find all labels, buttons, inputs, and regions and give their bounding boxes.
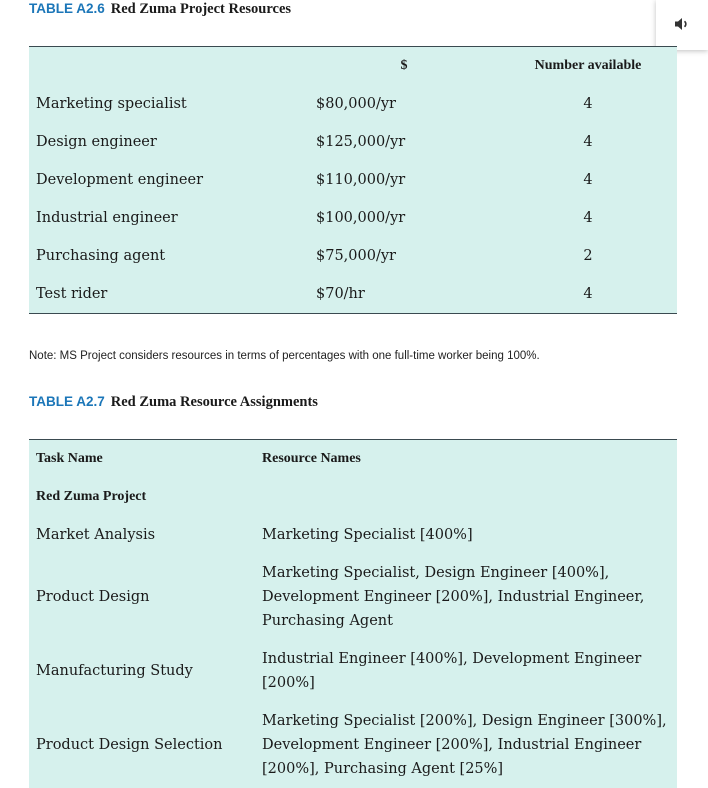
table-row xyxy=(29,85,677,123)
header-cell: $ xyxy=(400,58,408,73)
resource-name: Industrial engineer xyxy=(36,210,178,226)
table-row xyxy=(29,702,677,788)
task-name: Product Design xyxy=(36,589,150,605)
table-row xyxy=(29,123,677,161)
table-row xyxy=(29,161,677,199)
resource-names: Industrial Engineer [400%], Development Engineer [200%] xyxy=(262,651,642,691)
header-cell: Task Name xyxy=(36,451,103,466)
resource-count: 4 xyxy=(583,96,593,112)
resource-names: Marketing Specialist [400%] xyxy=(262,527,473,543)
resource-count: 4 xyxy=(583,210,593,226)
header-row xyxy=(29,47,677,86)
table-a2-6-caption xyxy=(29,1,291,18)
header-row xyxy=(29,440,677,479)
resource-name: Test rider xyxy=(36,286,108,302)
audio-button[interactable] xyxy=(656,0,708,50)
resource-cost: $80,000/yr xyxy=(316,96,396,112)
resource-names: Marketing Specialist [200%], Design Engineer [300%], Development Engineer [200%], Industrial Engineer [200%], Purchasing Agent [25%] xyxy=(262,713,667,777)
table-row xyxy=(29,237,677,275)
table-title: Red Zuma Resource Assignments xyxy=(110,394,318,410)
resource-name: Marketing specialist xyxy=(36,96,187,112)
task-name: Manufacturing Study xyxy=(36,663,193,679)
project-row xyxy=(29,478,677,516)
task-name: Product Design Selection xyxy=(36,737,223,753)
resource-cost: $75,000/yr xyxy=(316,248,396,264)
table-title: Red Zuma Project Resources xyxy=(110,1,292,17)
speaker-icon xyxy=(674,16,690,35)
resource-count: 4 xyxy=(583,286,593,302)
resources-table xyxy=(29,46,677,314)
header-cell: Number available xyxy=(534,58,642,73)
resource-cost: $70/hr xyxy=(316,286,365,302)
resource-name: Purchasing agent xyxy=(36,248,166,264)
table-note: Note: MS Project considers resources in terms of percentages with one full-time worker being 100%. xyxy=(29,350,540,362)
resource-names: Marketing Specialist, Design Engineer [400%], Development Engineer [200%], Industrial Engineer, Purchasing Agent xyxy=(262,565,645,629)
table-label: TABLE A2.6 xyxy=(29,1,105,16)
resource-cost: $125,000/yr xyxy=(316,134,406,150)
table-row xyxy=(29,640,677,702)
assignments-table xyxy=(29,439,677,788)
resource-count: 4 xyxy=(583,172,593,188)
resource-count: 2 xyxy=(583,248,593,264)
table-label: TABLE A2.7 xyxy=(29,394,105,409)
table-a2-7-caption xyxy=(29,394,318,411)
resource-count: 4 xyxy=(583,134,593,150)
task-name: Market Analysis xyxy=(36,527,156,543)
project-name: Red Zuma Project xyxy=(36,489,147,504)
table-row xyxy=(29,275,677,314)
resource-cost: $100,000/yr xyxy=(316,210,406,226)
resource-name: Design engineer xyxy=(36,134,157,150)
header-cell: Resource Names xyxy=(262,451,361,466)
table-row xyxy=(29,516,677,554)
table-row xyxy=(29,554,677,640)
resource-name: Development engineer xyxy=(36,172,204,188)
table-row xyxy=(29,199,677,237)
resource-cost: $110,000/yr xyxy=(316,172,406,188)
header-cell xyxy=(29,47,309,86)
